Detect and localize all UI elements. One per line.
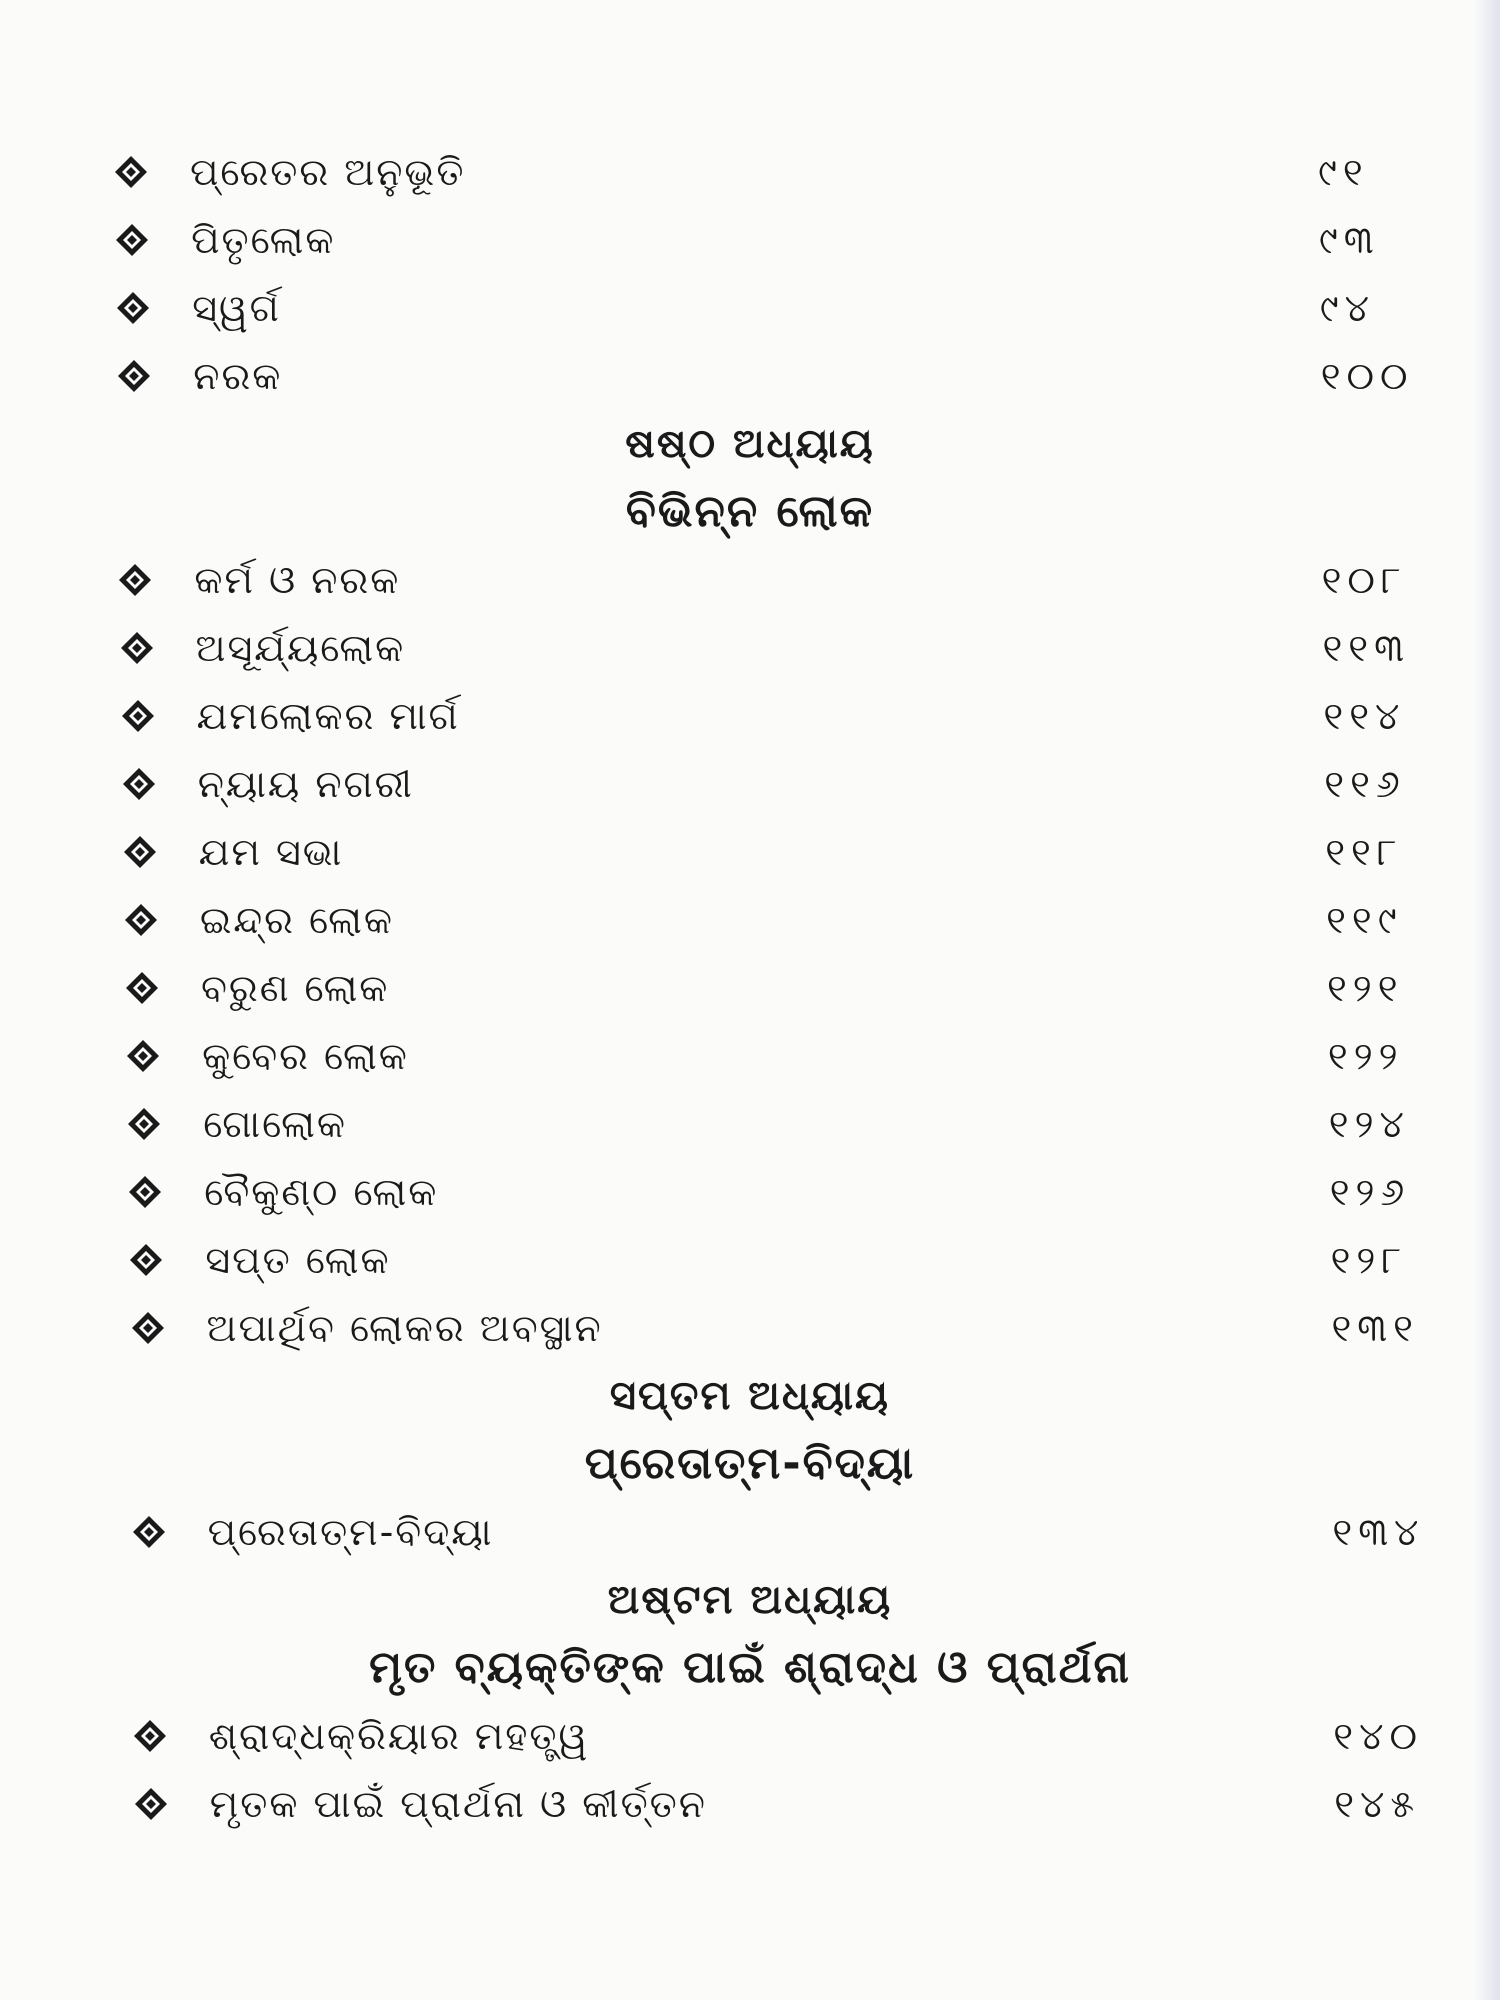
- toc-entry[interactable]: [0, 1158, 1500, 1226]
- toc-entry-title: ଇନ୍ଦ୍ର ଲୋକ: [199, 897, 394, 942]
- diamond-bullet-icon: [120, 631, 154, 665]
- diamond-bullet-icon: [114, 155, 148, 189]
- toc-entry-page-number: ୧୨୨: [1327, 1033, 1404, 1078]
- table-of-contents: [0, 138, 1500, 1838]
- diamond-bullet-icon: [131, 1311, 165, 1345]
- diamond-bullet-icon: [121, 699, 155, 733]
- toc-entry-title: ଯମ ସଭା: [198, 829, 344, 874]
- toc-entry-page-number: ୧୧୬: [1324, 761, 1406, 806]
- toc-entry[interactable]: [0, 1770, 1500, 1838]
- toc-entry-page-number: ୧୩୧: [1331, 1305, 1419, 1350]
- toc-entry[interactable]: [0, 1090, 1500, 1158]
- diamond-bullet-icon: [133, 1719, 167, 1753]
- diamond-bullet-icon: [117, 359, 151, 393]
- toc-entry-title: କର୍ମ ଓ ନରକ: [194, 557, 401, 602]
- toc-entry-title: ଅସୂର୍ଯ୍ୟଲୋକ: [195, 625, 406, 670]
- toc-entry[interactable]: [0, 1294, 1500, 1362]
- diamond-bullet-icon: [116, 291, 150, 325]
- diamond-bullet-icon: [134, 1787, 168, 1821]
- toc-entry[interactable]: [0, 342, 1500, 410]
- toc-entry-page-number: ୯୧: [1318, 149, 1369, 194]
- toc-entry-title: ଗୋଲୋକ: [203, 1101, 347, 1146]
- chapter-title-text: ବିଭିନ୍ନ ଲୋକ: [625, 486, 875, 537]
- toc-entry-page-number: ୧୨୪: [1328, 1101, 1410, 1146]
- toc-entry[interactable]: [0, 682, 1500, 750]
- toc-entry[interactable]: [0, 614, 1500, 682]
- toc-entry-page-number: ୧୩୪: [1332, 1509, 1425, 1554]
- toc-entry-title: ଶ୍ରାଦ୍ଧକ୍ରିୟାର ମହତ୍ତ୍ୱ: [208, 1713, 590, 1758]
- chapter-heading: [0, 410, 1500, 478]
- diamond-bullet-icon: [123, 835, 157, 869]
- toc-entry-title: ବୈକୁଣ୍ଠ ଲୋକ: [204, 1169, 439, 1214]
- toc-entry-page-number: ୧୧୩: [1322, 625, 1410, 670]
- toc-entry-title: ପ୍ରେତାତ୍ମ-ବିଦ୍ୟା: [207, 1509, 494, 1554]
- toc-entry-title: ସପ୍ତ ଲୋକ: [205, 1237, 391, 1282]
- toc-entry-title: ସ୍ୱର୍ଗ: [192, 285, 281, 330]
- toc-entry-title: ନରକ: [193, 353, 283, 398]
- toc-entry[interactable]: [0, 546, 1500, 614]
- toc-entry[interactable]: [0, 750, 1500, 818]
- chapter-title-text: ପ୍ରେତାତ୍ମ-ବିଦ୍ୟା: [584, 1438, 916, 1489]
- diamond-bullet-icon: [129, 1243, 163, 1277]
- toc-entry[interactable]: [0, 1702, 1500, 1770]
- toc-entry[interactable]: [0, 1498, 1500, 1566]
- toc-entry-title: ନ୍ୟାୟ ନଗରୀ: [197, 761, 414, 806]
- toc-entry-title: ମୃତକ ପାଇଁ ପ୍ରାର୍ଥନା ଓ କୀର୍ତ୍ତନ: [209, 1781, 707, 1826]
- toc-entry[interactable]: [0, 1022, 1500, 1090]
- toc-entry[interactable]: [0, 206, 1500, 274]
- toc-entry-title: ଅପାର୍ଥିବ ଲୋକର ଅବସ୍ଥାନ: [206, 1305, 603, 1350]
- toc-entry-page-number: ୧୦୮: [1321, 557, 1407, 602]
- toc-entry-page-number: ୯୪: [1319, 285, 1376, 330]
- chapter-heading: [0, 1566, 1500, 1634]
- toc-entry-title: କୁବେର ଲୋକ: [202, 1033, 409, 1078]
- diamond-bullet-icon: [127, 1107, 161, 1141]
- toc-entry[interactable]: [0, 886, 1500, 954]
- diamond-bullet-icon: [122, 767, 156, 801]
- chapter-heading-text: ଷଷ୍ଠ ଅଧ୍ୟାୟ: [625, 421, 875, 467]
- diamond-bullet-icon: [128, 1175, 162, 1209]
- chapter-heading: [0, 1362, 1500, 1430]
- toc-entry-page-number: ୧୨୧: [1327, 965, 1404, 1010]
- chapter-title: [0, 1634, 1500, 1702]
- chapter-title: [0, 1430, 1500, 1498]
- diamond-bullet-icon: [126, 1039, 160, 1073]
- toc-entry-page-number: ୧୪୦: [1333, 1713, 1423, 1758]
- toc-entry[interactable]: [0, 818, 1500, 886]
- toc-entry-title: ଯମଲୋକର ମାର୍ଗ: [196, 693, 460, 738]
- toc-entry-page-number: ୧୦୦: [1320, 353, 1414, 398]
- diamond-bullet-icon: [115, 223, 149, 257]
- toc-entry-page-number: ୧୪୫: [1334, 1781, 1421, 1826]
- toc-entry-page-number: ୧୨୮: [1330, 1237, 1408, 1282]
- toc-entry-page-number: ୧୧୪: [1323, 693, 1406, 738]
- toc-entry-page-number: ୧୧୮: [1325, 829, 1403, 874]
- toc-entry-page-number: ୧୧୯: [1326, 897, 1403, 942]
- chapter-title-text: ମୃତ ବ୍ୟକ୍ତିଙ୍କ ପାଇଁ ଶ୍ରାଦ୍ଧ ଓ ପ୍ରାର୍ଥନା: [369, 1642, 1131, 1693]
- toc-entry-title: ପିତୃଲୋକ: [191, 217, 336, 262]
- toc-entry[interactable]: [0, 138, 1500, 206]
- diamond-bullet-icon: [124, 903, 158, 937]
- toc-entry-title: ବରୁଣ ଲୋକ: [201, 965, 390, 1010]
- chapter-heading-text: ଅଷ୍ଟମ ଅଧ୍ୟାୟ: [607, 1577, 893, 1623]
- toc-entry[interactable]: [0, 954, 1500, 1022]
- toc-entry-page-number: ୧୨୬: [1329, 1169, 1411, 1214]
- toc-entry-page-number: ୯୩: [1318, 217, 1380, 262]
- diamond-bullet-icon: [125, 971, 159, 1005]
- chapter-heading-text: ସପ୍ତମ ଅଧ୍ୟାୟ: [609, 1373, 891, 1419]
- chapter-title: [0, 478, 1500, 546]
- toc-entry[interactable]: [0, 1226, 1500, 1294]
- diamond-bullet-icon: [132, 1515, 166, 1549]
- diamond-bullet-icon: [118, 563, 152, 597]
- toc-entry-title: ପ୍ରେତର ଅନୁଭୂତି: [190, 149, 466, 194]
- toc-entry[interactable]: [0, 274, 1500, 342]
